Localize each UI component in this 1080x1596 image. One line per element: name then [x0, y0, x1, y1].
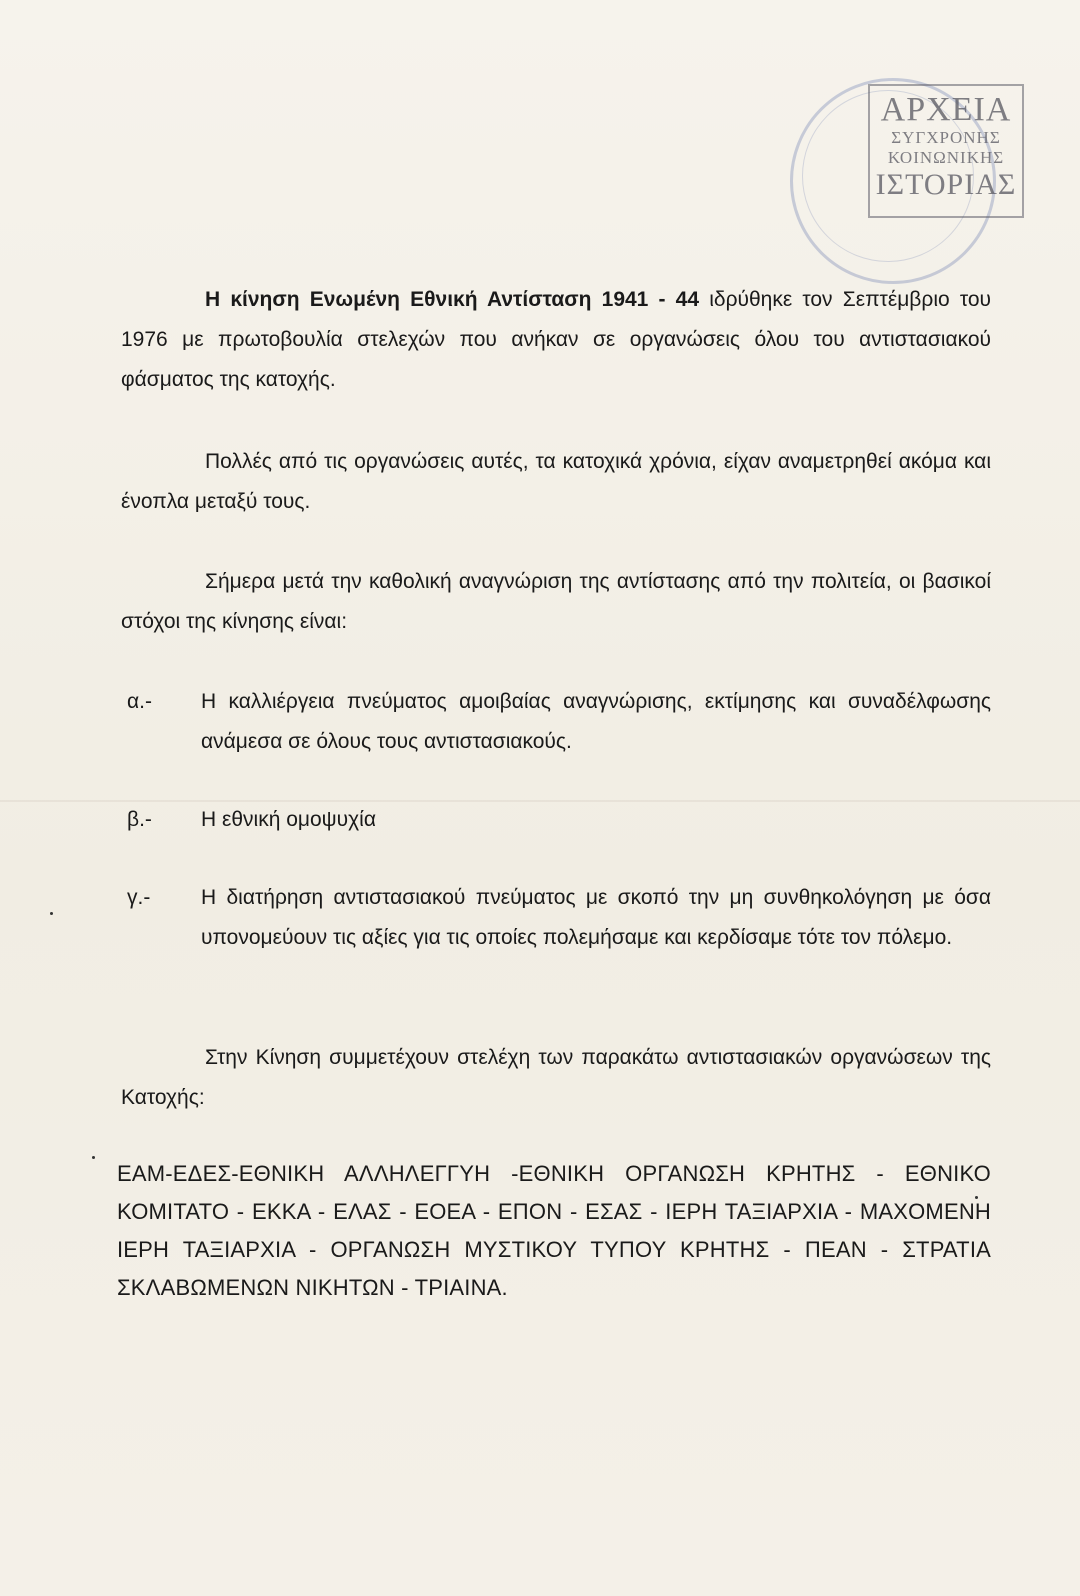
paragraph-2 [121, 442, 991, 522]
stamp-label-box [868, 84, 1024, 218]
goal-text: Η διατήρηση αντιστασιακού πνεύματος με σκοπό την μη συνθηκολόγηση με όσα υπονομεύουν τις αξίες για τις οποίες πολεμήσαμε και κερδίσαμε τότε τον πόλεμο. [201, 886, 991, 949]
paper-speck [50, 912, 53, 915]
organizations-list: ΕΑΜ-ΕΔΕΣ-ΕΘΝΙΚΗ ΑΛΛΗΛΕΓΓΥΗ -ΕΘΝΙΚΗ ΟΡΓΑΝΩΣΗ ΚΡΗΤΗΣ - ΕΘΝΙΚΟ ΚΟΜΙΤΑΤΟ - ΕΚΚΑ - ΕΛΑΣ - ΕΟΕΑ - ΕΠΟΝ - ΕΣΑΣ - ΙΕΡΗ ΤΑΞΙΑΡΧΙΑ - ΜΑΧΟΜΕΝΗ ΙΕΡΗ ΤΑΞΙΑΡΧΙΑ - ΟΡΓΑΝΩΣΗ ΜΥΣΤΙΚΟΥ ΤΥΠΟΥ ΚΡΗΤΗΣ - ΠΕΑΝ - ΣΤΡΑΤΙΑ ΣΚΛΑΒΩΜΕΝΩΝ ΝΙΚΗΤΩΝ - ΤΡΙΑΙΝΑ. [117, 1161, 991, 1300]
intro-lead: Η κίνηση Ενωμένη Εθνική Αντίσταση 1941 - 44 [205, 288, 700, 311]
goal-item-b [121, 800, 991, 840]
paragraph-3 [121, 562, 991, 642]
paper-speck [975, 1196, 978, 1199]
goal-item-c [121, 878, 991, 958]
stamp-line-3: ΚΟΙΝΩΝΙΚΗΣ [887, 148, 1005, 167]
paragraph-2-text: Πολλές από τις οργανώσεις αυτές, τα κατοχικά χρόνια, είχαν αναμετρηθεί ακόμα και ένοπλα μεταξύ τους. [121, 450, 991, 513]
goal-text: Η εθνική ομοψυχία [201, 808, 376, 831]
goal-item-a [121, 682, 991, 762]
stamp-line-2: ΣΥΓΧΡΟΝΗΣ [891, 128, 1001, 147]
goal-marker: γ.- [127, 886, 151, 909]
goal-marker: β.- [127, 808, 152, 831]
archive-stamp [790, 78, 1030, 278]
goal-text: Η καλλιέργεια πνεύματος αμοιβαίας αναγνώρισης, εκτίμησης και συναδέλφωσης ανάμεσα σε όλους τους αντιστασιακούς. [201, 690, 991, 753]
paragraph-3-text: Σήμερα μετά την καθολική αναγνώριση της αντίστασης από την πολιτεία, οι βασικοί στόχοι της κίνησης είναι: [121, 570, 991, 633]
paper-speck [92, 1156, 95, 1159]
goal-marker: α.- [127, 690, 152, 713]
intro-paragraph [121, 280, 991, 400]
stamp-line-1: ΑΡΧΕΙΑ [880, 91, 1012, 128]
intro-rest: ιδρύθηκε τον Σεπτέμβριο του 1976 με πρωτοβουλία στελεχών που ανήκαν σε οργανώσεις όλου του αντιστασιακού φάσματος της κατοχής. [121, 288, 992, 391]
paragraph-4-text: Στην Κίνηση συμμετέχουν στελέχη των παρακάτω αντιστασιακών οργανώσεων της Κατοχής: [121, 1046, 991, 1109]
paragraph-4 [121, 1038, 991, 1118]
stamp-line-4: ΙΣΤΟΡΙΑΣ [875, 168, 1017, 201]
